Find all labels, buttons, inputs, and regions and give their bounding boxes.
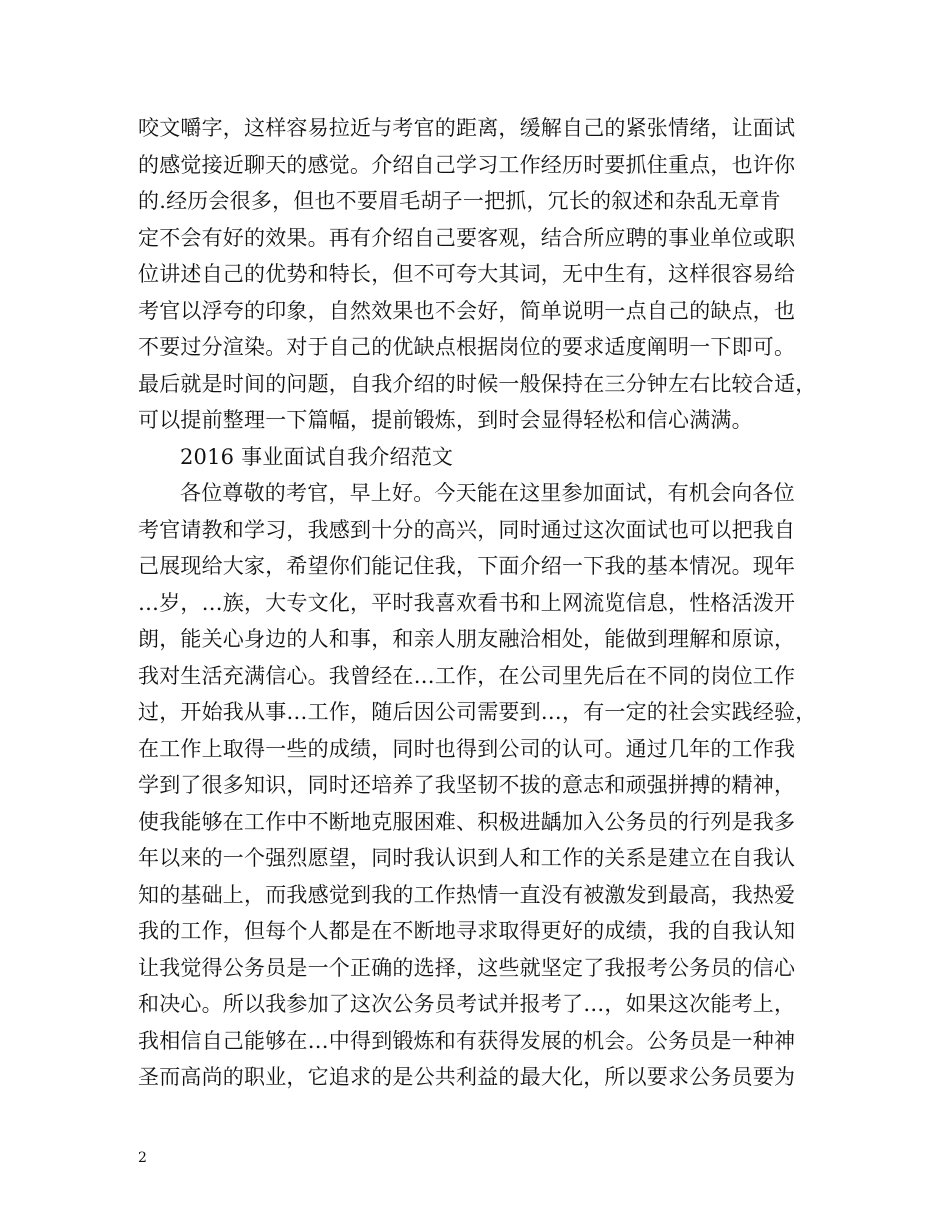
section-heading: 2016 事业面试自我介绍范文 (180, 444, 454, 469)
text-line: 我对生活充满信心。我曾经在…工作，在公司里先后在不同的岗位工作 (138, 663, 796, 688)
text-line: 己展现给大家，希望你们能记住我，下面介绍一下我的基本情况。现年 (138, 554, 796, 578)
text-line: 不要过分渲染。对于自己的优缺点根据岗位的要求适度阐明一下即可。 (138, 335, 796, 359)
text-line: 学到了很多知识，同时还培养了我坚韧不拔的意志和顽强拼搏的精神， (138, 773, 796, 797)
text-line: 我的工作，但每个人都是在不断地寻求取得更好的成绩，我的自我认知 (138, 919, 796, 943)
text-line: 咬文嚼字，这样容易拉近与考官的距离，缓解自己的紧张情绪，让面试 (138, 116, 796, 140)
text-line: 定不会有好的效果。再有介绍自己要客观，结合所应聘的事业单位或职 (138, 225, 796, 250)
text-line: 的.经历会很多，但也不要眉毛胡子一把抓，冗长的叙述和杂乱无章肯 (138, 189, 781, 213)
page-number: 2 (138, 1150, 147, 1166)
text-line: 知的基础上，而我感觉到我的工作热情一直没有被激发到最高，我热爱 (138, 882, 796, 907)
text-line: 我相信自己能够在…中得到锻炼和有获得发展的机会。公务员是一种神 (138, 1028, 796, 1053)
text-line: 最后就是时间的问题，自我介绍的时候一般保持在三分钟左右比较合适， (138, 371, 817, 396)
text-line: 考官请教和学习，我感到十分的高兴，同时通过这次面试也可以把我自 (138, 517, 796, 542)
text-line: 考官以浮夸的印象，自然效果也不会好，简单说明一点自己的缺点，也 (138, 298, 796, 323)
text-line: 可以提前整理一下篇幅，提前锻炼，到时会显得轻松和信心满满。 (138, 408, 753, 432)
text-line: 在工作上取得一些的成绩，同时也得到公司的认可。通过几年的工作我 (138, 736, 796, 761)
text-line: 和决心。所以我参加了这次公务员考试并报考了…，如果这次能考上， (138, 992, 796, 1016)
text-line: 年以来的一个强烈愿望，同时我认识到人和工作的关系是建立在自我认 (138, 846, 796, 870)
text-line: 使我能够在工作中不断地克服困难、积极进龋加入公务员的行列是我多 (138, 809, 796, 834)
text-line: 位讲述自己的优势和特长，但不可夸大其词，无中生有，这样很容易给 (138, 262, 796, 286)
text-line: 的感觉接近聊天的感觉。介绍自己学习工作经历时要抓住重点，也许你 (138, 152, 796, 177)
text-line: 让我觉得公务员是一个正确的选择，这些就坚定了我报考公务员的信心 (138, 955, 796, 980)
text-line: 各位尊敬的考官，早上好。今天能在这里参加面试，有机会向各位 (180, 481, 795, 505)
text-line: 圣而高尚的职业，它追求的是公共利益的最大化，所以要求公务员要为 (138, 1065, 796, 1089)
text-line: 过，开始我从事…工作，随后因公司需要到…，有一定的社会实践经验， (138, 700, 817, 724)
text-line: 朗，能关心身边的人和事，和亲人朋友融洽相处，能做到理解和原谅， (138, 627, 796, 651)
body-text (138, 110, 818, 1096)
text-line: …岁，…族，大专文化，平时我喜欢看书和上网流览信息，性格活泼开 (138, 590, 796, 615)
